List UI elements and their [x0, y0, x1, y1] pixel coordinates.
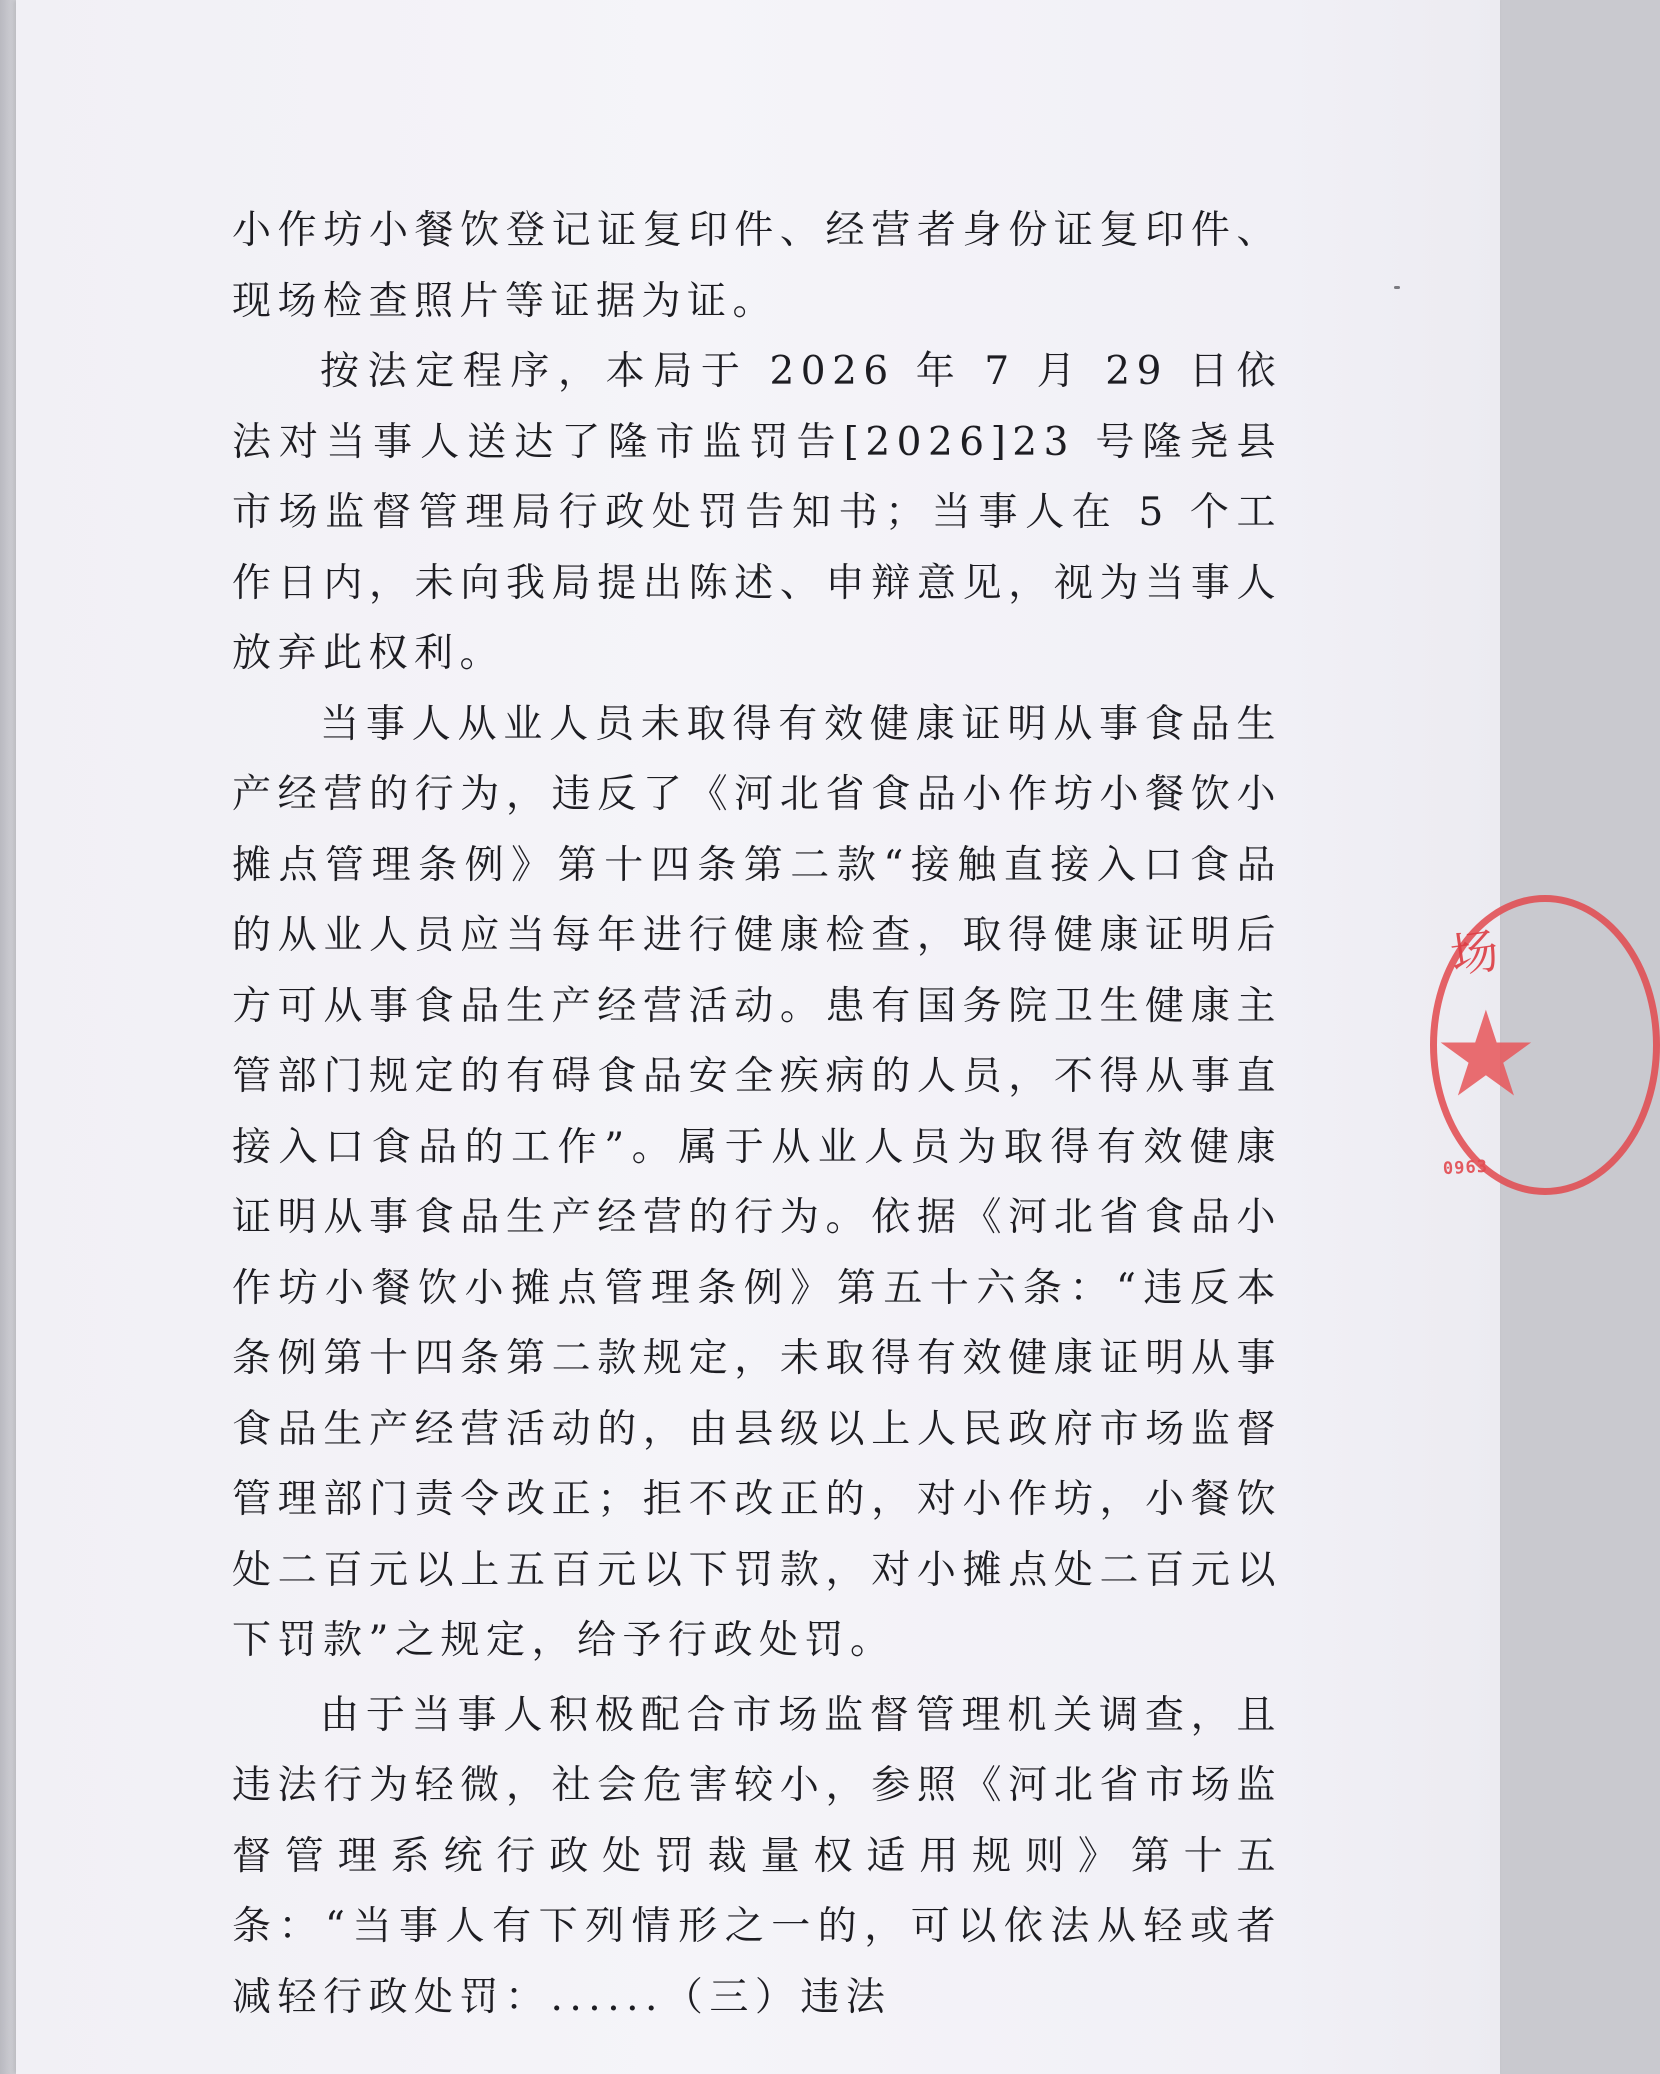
seal-number: 0963 — [1442, 1156, 1489, 1180]
paragraph-mitigation: 由于当事人积极配合市场监督管理机关调查，且违法行为轻微，社会危害较小，参照《河北省市场监督管理系统行政处罚裁量权适用规则》第十五条：“当事人有下列情形之一的，可以依法从轻或者减轻行政处罚：......（三）违法 — [232, 1692, 1282, 2020]
seal-star-icon: ★ — [1433, 990, 1539, 1121]
paragraph-procedure: 按法定程序，本局于 2026 年 7 月 29 日依法对当事人送达了隆市监罚告[2026]23 号隆尧县市场监督管理局行政处罚告知书；当事人在 5 个工作日内，未向我局提出陈述、申辩意见，视为当事人放弃此权利。 — [232, 349, 1282, 676]
paper-speck — [1394, 286, 1400, 289]
paragraph-violation: 当事人从业人员未取得有效健康证明从事食品生产经营的行为，违反了《河北省食品小作坊小餐饮小摊点管理条例》第十四条第二款“接触直接入口食品的从业人员应当每年进行健康检查，取得健康证明后方可从事食品生产经营活动。患有国务院卫生健康主管部门规定的有碍食品安全疾病的人员，不得从事直接入口食品的工作”。属于从业人员为取得有效健康证明从事食品生产经营的行为。依据《河北省食品小作坊小餐饮小摊点管理条例》第五十六条：“违反本条例第十四条第二款规定，未取得有效健康证明从事食品生产经营活动的，由县级以上人民政府市场监督管理部门责令改正；拒不改正的，对小作坊，小餐饮处二百元以上五百元以下罚款，对小摊点处二百元以下罚款”之规定，给予行政处罚。 — [232, 701, 1282, 1663]
paragraph-evidence: 小作坊小餐饮登记证复印件、经营者身份证复印件、现场检查照片等证据为证。 — [232, 208, 1282, 324]
page-edge-shadow — [0, 0, 16, 2074]
document-body — [232, 196, 1282, 2033]
seal-character: 场 — [1446, 922, 1503, 986]
